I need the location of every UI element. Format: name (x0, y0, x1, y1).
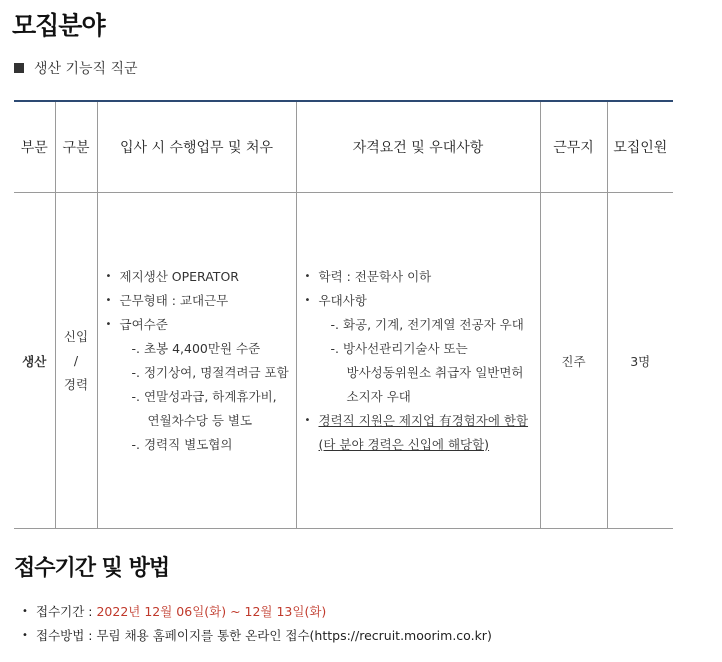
list-item-text: 학력 : 전문학사 이하 (318, 268, 432, 284)
list-item-text: -. 초봉 4,400만원 수준 (131, 340, 261, 356)
method-label: 접수방법 : (36, 628, 97, 643)
bullet-icon: • (105, 294, 112, 306)
bullet-icon: • (304, 414, 311, 426)
list-item (305, 289, 540, 313)
list-item (305, 337, 540, 361)
list-item (106, 313, 296, 337)
list-item-text: 우대사항 (318, 292, 367, 308)
bullet-icon: • (304, 270, 311, 282)
table-header-row (14, 101, 673, 193)
division-cell: 생산 (14, 193, 55, 529)
headcount-cell: 3명 (607, 193, 673, 529)
table-row (14, 193, 673, 529)
recruitment-table (14, 100, 673, 529)
qualifications-cell (296, 193, 540, 529)
period-label: 접수기간 : (36, 604, 97, 619)
header-qualifications: 자격요건 및 우대사항 (296, 101, 540, 193)
subtitle-text: 생산 기능직 직군 (34, 61, 138, 77)
section-title-application: 접수기간 및 방법 (14, 556, 170, 581)
bullet-icon: • (304, 294, 311, 306)
bullet-icon: • (22, 630, 28, 641)
list-item (106, 337, 296, 361)
list-item (22, 624, 492, 648)
list-item (305, 385, 540, 409)
header-type: 구분 (55, 101, 97, 193)
type-line: / (73, 352, 79, 368)
list-item-text: -. 경력직 별도협의 (131, 436, 233, 452)
type-cell (55, 193, 97, 529)
list-item-text: 제지생산 OPERATOR (119, 268, 239, 284)
list-item-text: (타 분야 경력은 신입에 해당함) (318, 436, 490, 452)
list-item-text: -. 방사선관리기술사 또는 (330, 340, 468, 356)
list-item (106, 409, 296, 433)
type-line: 경력 (63, 376, 89, 392)
list-item-text: -. 정기상여, 명절격려금 포함 (131, 364, 289, 380)
bullet-icon: • (105, 270, 112, 282)
header-headcount: 모집인원 (607, 101, 673, 193)
list-item-text: 급여수준 (119, 316, 168, 332)
list-item-text: 방사성동위원소 취급자 일반면허 (346, 364, 524, 380)
location-cell: 진주 (540, 193, 607, 529)
square-bullet-icon (14, 63, 24, 73)
list-item (106, 433, 296, 457)
list-item (305, 409, 540, 433)
list-item (305, 265, 540, 289)
bullet-icon: • (105, 318, 112, 330)
method-value: 무림 채용 홈페이지를 통한 온라인 접수(https://recruit.moorim.co.kr) (96, 628, 492, 643)
list-item (305, 433, 540, 457)
list-item (305, 361, 540, 385)
list-item-text: -. 연말성과급, 하계휴가비, (131, 388, 277, 404)
list-item-text: 경력직 지원은 제지업 有경험자에 한함 (318, 412, 529, 428)
list-item (106, 289, 296, 313)
duties-cell (97, 193, 296, 529)
header-duties: 입사 시 수행업무 및 처우 (97, 101, 296, 193)
list-item-text: 연월차수당 등 별도 (147, 412, 253, 428)
list-item-text: -. 화공, 기계, 전기계열 전공자 우대 (330, 316, 524, 332)
header-location: 근무지 (540, 101, 607, 193)
qualifications-list (297, 265, 540, 457)
list-item (305, 313, 540, 337)
list-item (22, 600, 492, 624)
section-subtitle (14, 58, 138, 78)
list-item (106, 265, 296, 289)
bullet-icon: • (22, 606, 28, 617)
list-item-text: 근무형태 : 교대근무 (119, 292, 229, 308)
application-info-list (22, 600, 492, 648)
list-item (106, 361, 296, 385)
page-title: 모집분야 (12, 11, 105, 40)
period-value: 2022년 12월 06일(화) ~ 12월 13일(화) (96, 604, 327, 619)
list-item-text: 소지자 우대 (346, 388, 411, 404)
list-item (106, 385, 296, 409)
type-line: 신입 (63, 328, 89, 344)
duties-list (98, 265, 296, 457)
header-division: 부문 (14, 101, 55, 193)
